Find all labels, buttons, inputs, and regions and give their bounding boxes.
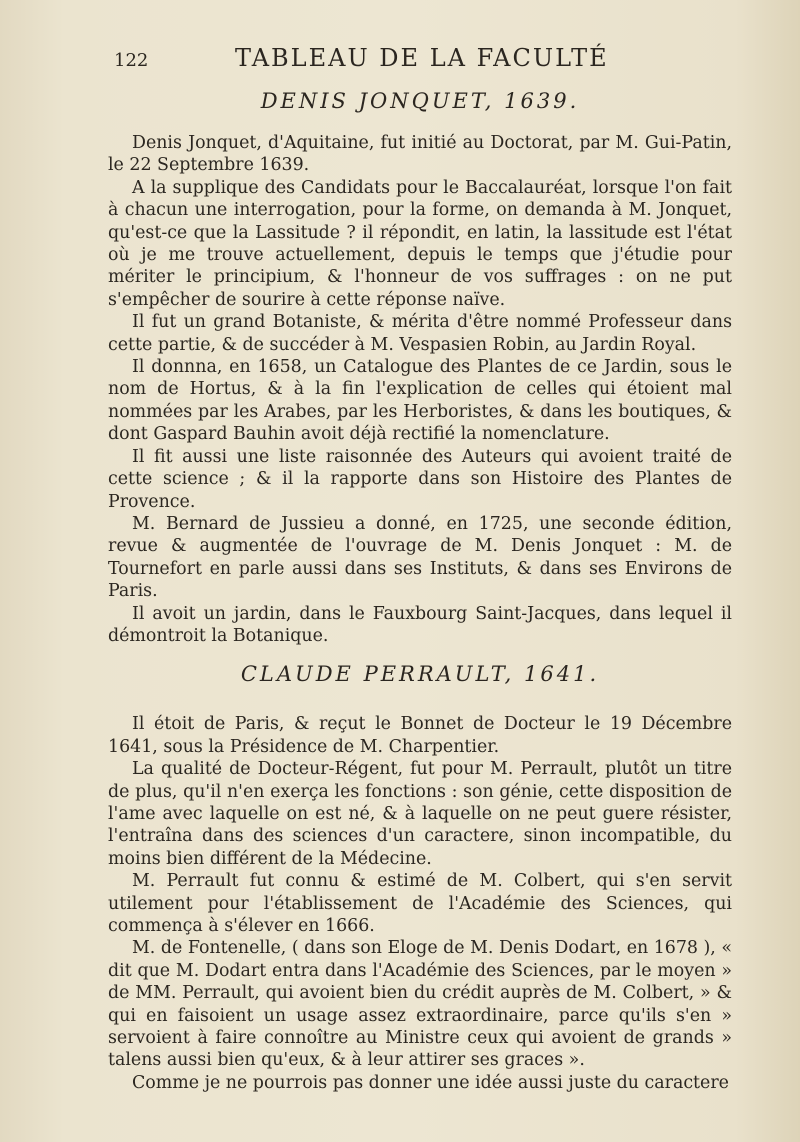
paragraph: Il donnna, en 1658, un Catalogue des Plantes de ce Jardin, sous le nom de Hortus, & à la fin l'explication de celles qui étoient mal nommées par les Arabes, par les Herboristes, & dans les boutiques, & dont Gaspard Bauhin avoit déjà rectifié la nomenclature. bbox=[108, 357, 732, 445]
paragraph: Il fut un grand Botaniste, & mérita d'être nommé Professeur dans cette partie, & de succéder à M. Vespasien Robin, au Jardin Royal. bbox=[108, 312, 732, 355]
paragraph: Il fit aussi une liste raisonnée des Auteurs qui avoient traité de cette science ; & il la rapporte dans son Histoire des Plantes de Provence. bbox=[108, 446, 732, 512]
running-title: TABLEAU DE LA FACULTÉ bbox=[235, 44, 609, 72]
section-title-perrault: CLAUDE PERRAULT, 1641. bbox=[240, 662, 600, 687]
paragraph: La qualité de Docteur-Régent, fut pour M. Perrault, plutôt un titre de plus, qu'il n'en exerça les fonctions : son génie, cette disposition de l'ame avec laquelle on est né, & à laquelle on ne peut guere résister, l'entraîna dans des sciences d'un caractere, sinon incompatible, du moins bien différent de la Médecine. bbox=[108, 759, 732, 869]
paragraph: M. Bernard de Jussieu a donné, en 1725, une seconde édition, revue & augmentée de l'ouvrage de M. Denis Jonquet : M. de Tournefort en parle aussi dans ses Instituts, & dans ses Environs de Paris. bbox=[108, 513, 732, 602]
paragraph: Il étoit de Paris, & reçut le Bonnet de Docteur le 19 Décembre 1641, sous la Présidence de M. Charpentier. bbox=[108, 714, 732, 757]
paragraph: Il avoit un jardin, dans le Fauxbourg Saint-Jacques, dans lequel il démontroit la Botanique. bbox=[108, 603, 732, 646]
page-number: 122 bbox=[114, 50, 149, 71]
section-title-jonquet: DENIS JONQUET, 1639. bbox=[260, 89, 580, 113]
page-body bbox=[108, 90, 732, 1094]
paragraph: Comme je ne pourrois pas donner une idée aussi juste du caractere bbox=[132, 1072, 729, 1093]
paragraph: A la supplique des Candidats pour le Baccalauréat, lorsque l'on fait à chacun une interrogation, pour la forme, on demanda à M. Jonquet, qu'est-ce que la Lassitude ? il répondit, en latin, la lassitude est l'état où je me trouve actuellement, depuis le temps que j'étudie pour mériter le principium, & l'honneur de vos suffrages : on ne put s'empêcher de sourire à cette réponse naïve. bbox=[108, 177, 732, 310]
page-header bbox=[108, 44, 708, 74]
quoted-paragraph: M. de Fontenelle, ( dans son Eloge de M. Denis Dodart, en 1678 ), « dit que M. Dodart entra dans l'Académie des Sciences, par le moyen » de MM. Perrault, qui avoient bien du crédit auprès de M. Colbert, » & qui en faisoient un usage assez extraordinaire, parce qu'ils s'en » servoient à faire connoître au Ministre ceux qui avoient de grands » talens aussi bien qu'eux, & à leur attirer ses graces ». bbox=[108, 938, 732, 1071]
paragraph: Denis Jonquet, d'Aquitaine, fut initié au Doctorat, par M. Gui-Patin, le 22 Septembre 1639. bbox=[108, 133, 732, 176]
paragraph: M. Perrault fut connu & estimé de M. Colbert, qui s'en servit utilement pour l'établissement de l'Académie des Sciences, qui commença à s'élever en 1666. bbox=[108, 871, 732, 936]
